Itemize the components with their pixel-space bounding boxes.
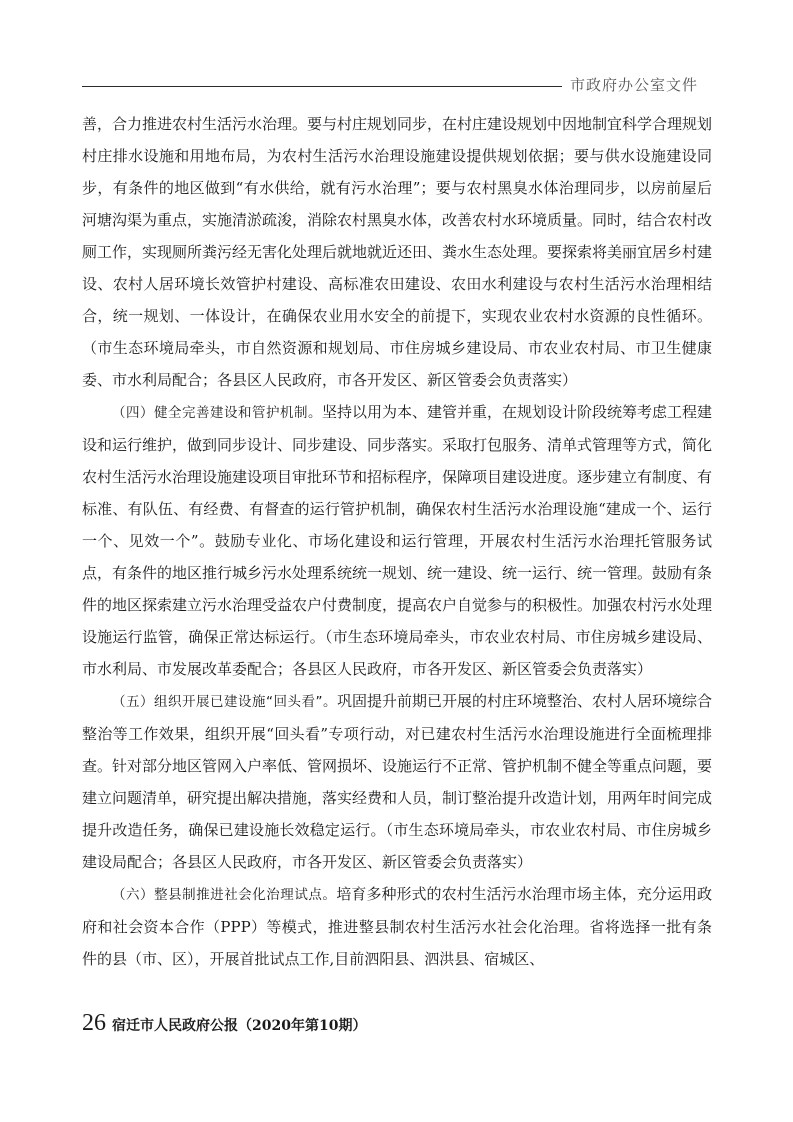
section-heading-6: （六）整县制推进社会化治理试点。	[112, 887, 337, 903]
paragraph-3	[82, 685, 712, 878]
page-number: 26	[82, 1010, 106, 1036]
page-footer	[82, 1010, 366, 1040]
section-title: 市政府办公室文件	[570, 76, 699, 94]
section-heading-4: （四）健全完善建设和管护机制。	[112, 405, 322, 421]
header-rule	[82, 86, 562, 87]
paragraph-3-text: 巩固提升前期已开展的村庄环境整治、农村人居环境综合整治等工作效果，组织开展“回头看”专项行动，对已建农村生活污水治理设施进行全面梳理排查。针对部分地区管网入户率低、管网损坏、设施运行不正常、管护机制不健全等重点问题，要建立问题清单，研究提出解决措施，落实经费和人员，制订整治提升改造计划，用两年时间完成提升改造任务，确保已建设施长效稳定运行。（市生态环境局牵头，市农业农村局、市住房城乡建设局配合；各县区人民政府，市各开发区、新区管委会负责落实）	[82, 692, 713, 871]
paragraph-4-text: 培育多种形式的农村生活污水治理市场主体，充分运用政府和社会资本合作（PPP）等模式，推进整县制农村生活污水社会化治理。省将选择一批有条件的县（市、区），开展首批试点工作,目前泗阳县、泗洪县、宿城区、	[82, 885, 712, 968]
paragraph-2	[82, 396, 712, 685]
document-body	[82, 108, 712, 975]
section-heading-5: （五）组织开展已建设施“回头看”。	[112, 694, 337, 710]
paragraph-4	[82, 878, 712, 975]
paragraph-1: 善，合力推进农村生活污水治理。要与村庄规划同步，在村庄建设规划中因地制宜科学合理规划村庄排水设施和用地布局，为农村生活污水治理设施建设提供规划依据；要与供水设施建设同步，有条件的地区做到“有水供给，就有污水治理”；要与农村黑臭水体治理同步，以房前屋后河塘沟渠为重点，实施清淤疏浚，消除农村黑臭水体，改善农村水环境质量。同时，结合农村改厕工作，实现厕所粪污经无害化处理后就地就近还田、粪水生态处理。要探索将美丽宜居乡村建设、农村人居环境长效管护村建设、高标准农田建设、农田水利建设与农村生活污水治理相结合，统一规划、一体设计，在确保农业用水安全的前提下，实现农业农村水资源的良性循环。（市生态环境局牵头，市自然资源和规划局、市住房城乡建设局、市农业农村局、市卫生健康委、市水利局配合；各县区人民政府，市各开发区、新区管委会负责落实）	[82, 115, 713, 389]
paragraph-2-text: 坚持以用为本、建管并重，在规划设计阶段统筹考虑工程建设和运行维护，做到同步设计、同步建设、同步落实。采取打包服务、清单式管理等方式，简化农村生活污水治理设施建设项目审批环节和招标程序，保障项目建设进度。逐步建立有制度、有标准、有队伍、有经费、有督查的运行管护机制，确保农村生活污水治理设施“建成一个、运行一个、见效一个”。鼓励专业化、市场化建设和运行管理，开展农村生活污水治理托管服务试点，有条件的地区推行城乡污水处理系统统一规划、统一建设、统一运行、统一管理。鼓励有条件的地区探索建立污水治理受益农户付费制度，提高农户自觉参与的积极性。加强农村污水处理设施运行监管，确保正常达标运行。（市生态环境局牵头，市农业农村局、市住房城乡建设局、市水利局、市发展改革委配合；各县区人民政府，市各开发区、新区管委会负责落实）	[82, 403, 713, 678]
publication-title: 宿迁市人民政府公报（2020年第10期）	[112, 1018, 367, 1034]
